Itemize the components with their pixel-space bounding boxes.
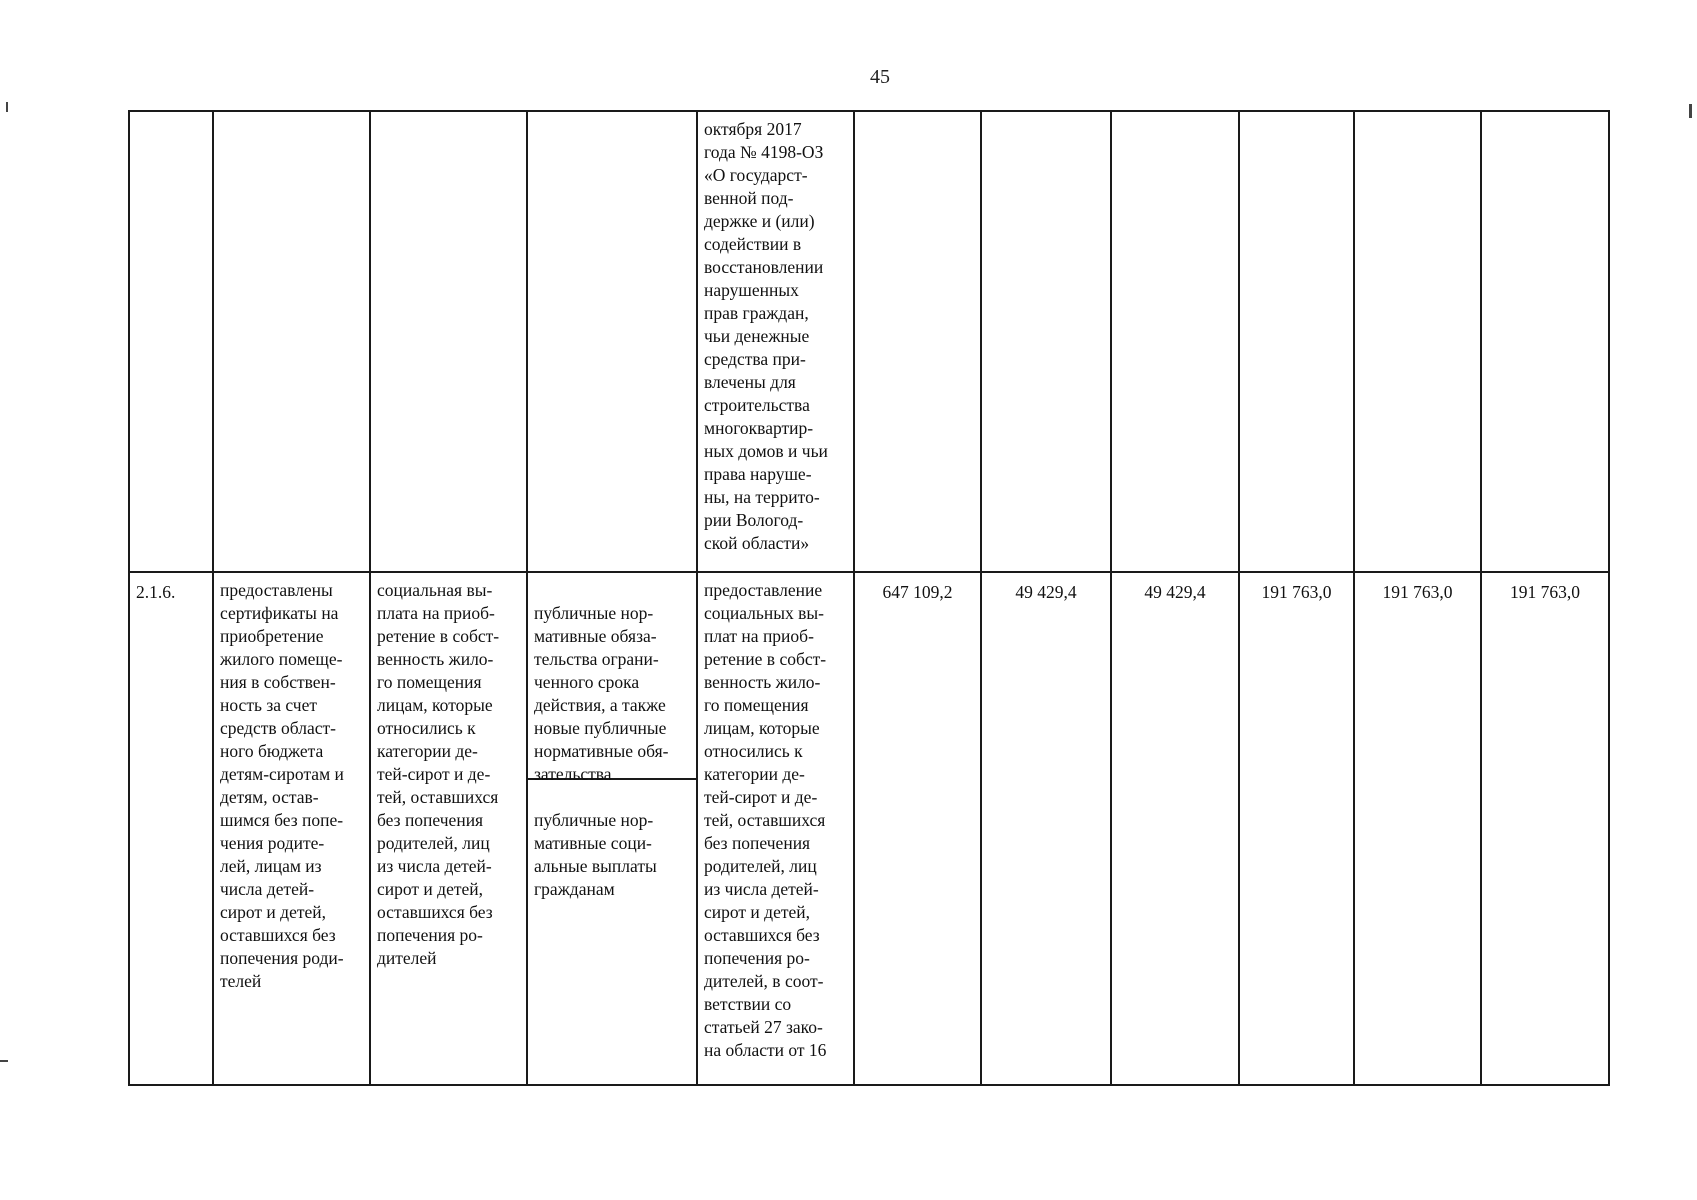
- table-row: [129, 572, 1609, 1085]
- value-cell: 49 429,4: [1111, 572, 1239, 1085]
- result-description: предоставлены сертификаты на приобретение жилого помеще- ния в собствен- ность за счет средств област- ного бюджета детям-сиротам и детям, остав- шимся без попе- чения родите- лей, лицам из числа детей- сирот и детей, оставшихся без попечения роди- телей: [213, 572, 370, 1085]
- table-row: [129, 111, 1609, 572]
- empty-cell: [129, 111, 213, 572]
- scan-edge-mark-left-bottom: [0, 1060, 8, 1062]
- empty-cell: [1111, 111, 1239, 572]
- scan-edge-mark-left-top: [6, 102, 8, 112]
- measure-description: социальная вы- плата на приоб- ретение в собст- венность жило- го помещения лицам, которые относились к категории де- тей-сирот и де- тей, оставшихся без попечения родителей, лиц из числа детей- сирот и детей, оставшихся без попечения ро- дителей: [370, 572, 527, 1085]
- obligation-type-2: публичные нор- мативные соци- альные выплаты гражданам: [534, 810, 657, 899]
- empty-cell: [370, 111, 527, 572]
- value-cell: 647 109,2: [854, 572, 981, 1085]
- legal-basis: предоставление социальных вы- плат на приоб- ретение в собст- венность жило- го помещения лицам, которые относились к категории де- тей-сирот и де- тей, оставшихся без попечения родителей, лиц из числа детей- сирот и детей, оставшихся без попечения ро- дителей, в соот- ветствии со статьей 27 зако- на области от 16: [697, 572, 854, 1085]
- value-cell: 191 763,0: [1239, 572, 1354, 1085]
- empty-cell: [1239, 111, 1354, 572]
- value-cell: 191 763,0: [1354, 572, 1481, 1085]
- empty-cell: [1354, 111, 1481, 572]
- obligation-type-1: публичные нор- мативные обяза- тельства ограни- ченного срока действия, а также новые публичные нормативные обя- зательства: [528, 596, 696, 780]
- item-code: 2.1.6.: [129, 572, 213, 1085]
- obligation-type-cell: [527, 572, 697, 1085]
- empty-cell: [854, 111, 981, 572]
- value-cell: 49 429,4: [981, 572, 1111, 1085]
- value-cell: 191 763,0: [1481, 572, 1609, 1085]
- budget-table: [128, 110, 1610, 1086]
- empty-cell: [527, 111, 697, 572]
- legal-basis-continuation: октября 2017 года № 4198-ОЗ «О государст- венной под- держке и (или) содействии в восстановлении нарушенных прав граждан, чьи денежные средства при- влечены для строительства многоквартир- ных домов и чьи права наруше- ны, на террито- рии Вологод- ской области»: [697, 111, 854, 572]
- empty-cell: [981, 111, 1111, 572]
- empty-cell: [1481, 111, 1609, 572]
- page-number: 45: [870, 66, 890, 88]
- empty-cell: [213, 111, 370, 572]
- scan-edge-mark-right-top: [1689, 104, 1692, 118]
